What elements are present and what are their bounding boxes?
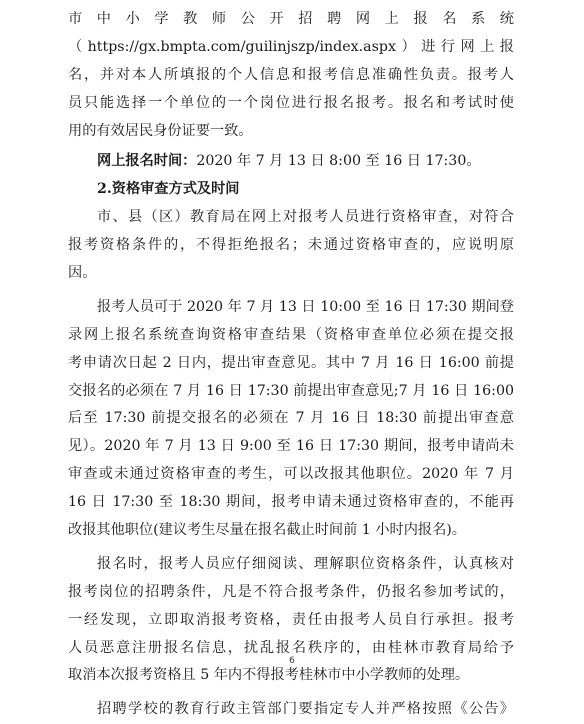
- text-line: 后至 17:30 前提交报名的必须在 7 月 16 日 18:30 前提出审查意: [68, 410, 514, 427]
- text-line: 一经发现，立即取消报考资格，责任由报考人员自行承担。报考: [68, 611, 514, 628]
- text-line: 16 日 17:30 至 18:30 期间，报考申请未通过资格审查的，不能再: [68, 494, 514, 511]
- text-line: 交报名的必须在 7 月 16 日 17:30 前提出审查意见;7 月 16 日 16:00: [68, 382, 514, 399]
- text-line: 市、县（区）教育局在网上对报考人员进行资格审查，对符合: [97, 209, 514, 226]
- registration-time-value: 2020 年 7 月 13 日 8:00 至 16 日 17:30。: [196, 153, 481, 170]
- section-heading: 2.资格审查方式及时间: [97, 181, 240, 198]
- text-line: 市中小学教师公开招聘网上报名系统: [68, 11, 514, 27]
- text-line: 报考人员可于 2020 年 7 月 13 日 10:00 至 16 日 17:30 期间登: [97, 298, 514, 315]
- text-line: 因。: [68, 265, 97, 282]
- text-line: 报考岗位的招聘条件，凡是不符合报考条件，仍报名参加考试的，: [68, 583, 514, 600]
- text-line: 考申请次日起 2 日内，提出审查意见。其中 7 月 16 日 16:00 前提: [68, 354, 514, 371]
- text-line: 招聘学校的教育行政主管部门要指定专人并严格按照《公告》: [97, 701, 514, 718]
- paragraph-applicant-responsibility: [68, 551, 514, 690]
- text-line: 名，并对本人所填报的个人信息和报考信息准确性负责。报考人: [68, 66, 514, 83]
- page-number: 6: [289, 656, 295, 666]
- document-page: [68, 6, 514, 724]
- paragraph-qualification-review: [68, 204, 514, 288]
- paragraph-registration-system: [68, 6, 514, 145]
- text-line: 人员恶意注册报名信息，扰乱报名秩序的，由桂林市教育局给予: [68, 639, 514, 656]
- text-line: 用的有效居民身份证要一致。: [68, 122, 253, 139]
- text-line: 报名时，报考人员应仔细阅读、理解职位资格条件，认真核对: [97, 555, 514, 572]
- text-line: 报考资格条件的，不得拒绝报名；未通过资格审查的，应说明原: [68, 237, 514, 254]
- text-line: 改报其他职位(建议考生尽量在报名截止时间前 1 小时内报名)。: [68, 522, 466, 539]
- paragraph-review-results: [68, 294, 514, 545]
- text-line: 取消本次报考资格且 5 年内不得报考桂林市中小学教师的处理。: [68, 667, 470, 684]
- paragraph-school-department: [68, 696, 514, 724]
- text-line: 录网上报名系统查询资格审查结果（资格审查单位必须在提交报: [68, 326, 514, 343]
- paragraph-registration-time: [68, 148, 514, 176]
- text-line-url: （https://gx.bmpta.com/guilinjszp/index.aspx）进行网上报: [68, 38, 514, 55]
- registration-time-label: 网上报名时间：: [97, 153, 197, 170]
- text-line: 员只能选择一个单位的一个岗位进行报名报考。报名和考试时使: [68, 94, 514, 111]
- text-line: 审查或未通过资格审查的考生，可以改报其他职位。2020 年 7 月: [68, 466, 514, 483]
- text-line: 见）。2020 年 7 月 13 日 9:00 至 16 日 17:30 期间，报考申请尚未: [68, 438, 514, 455]
